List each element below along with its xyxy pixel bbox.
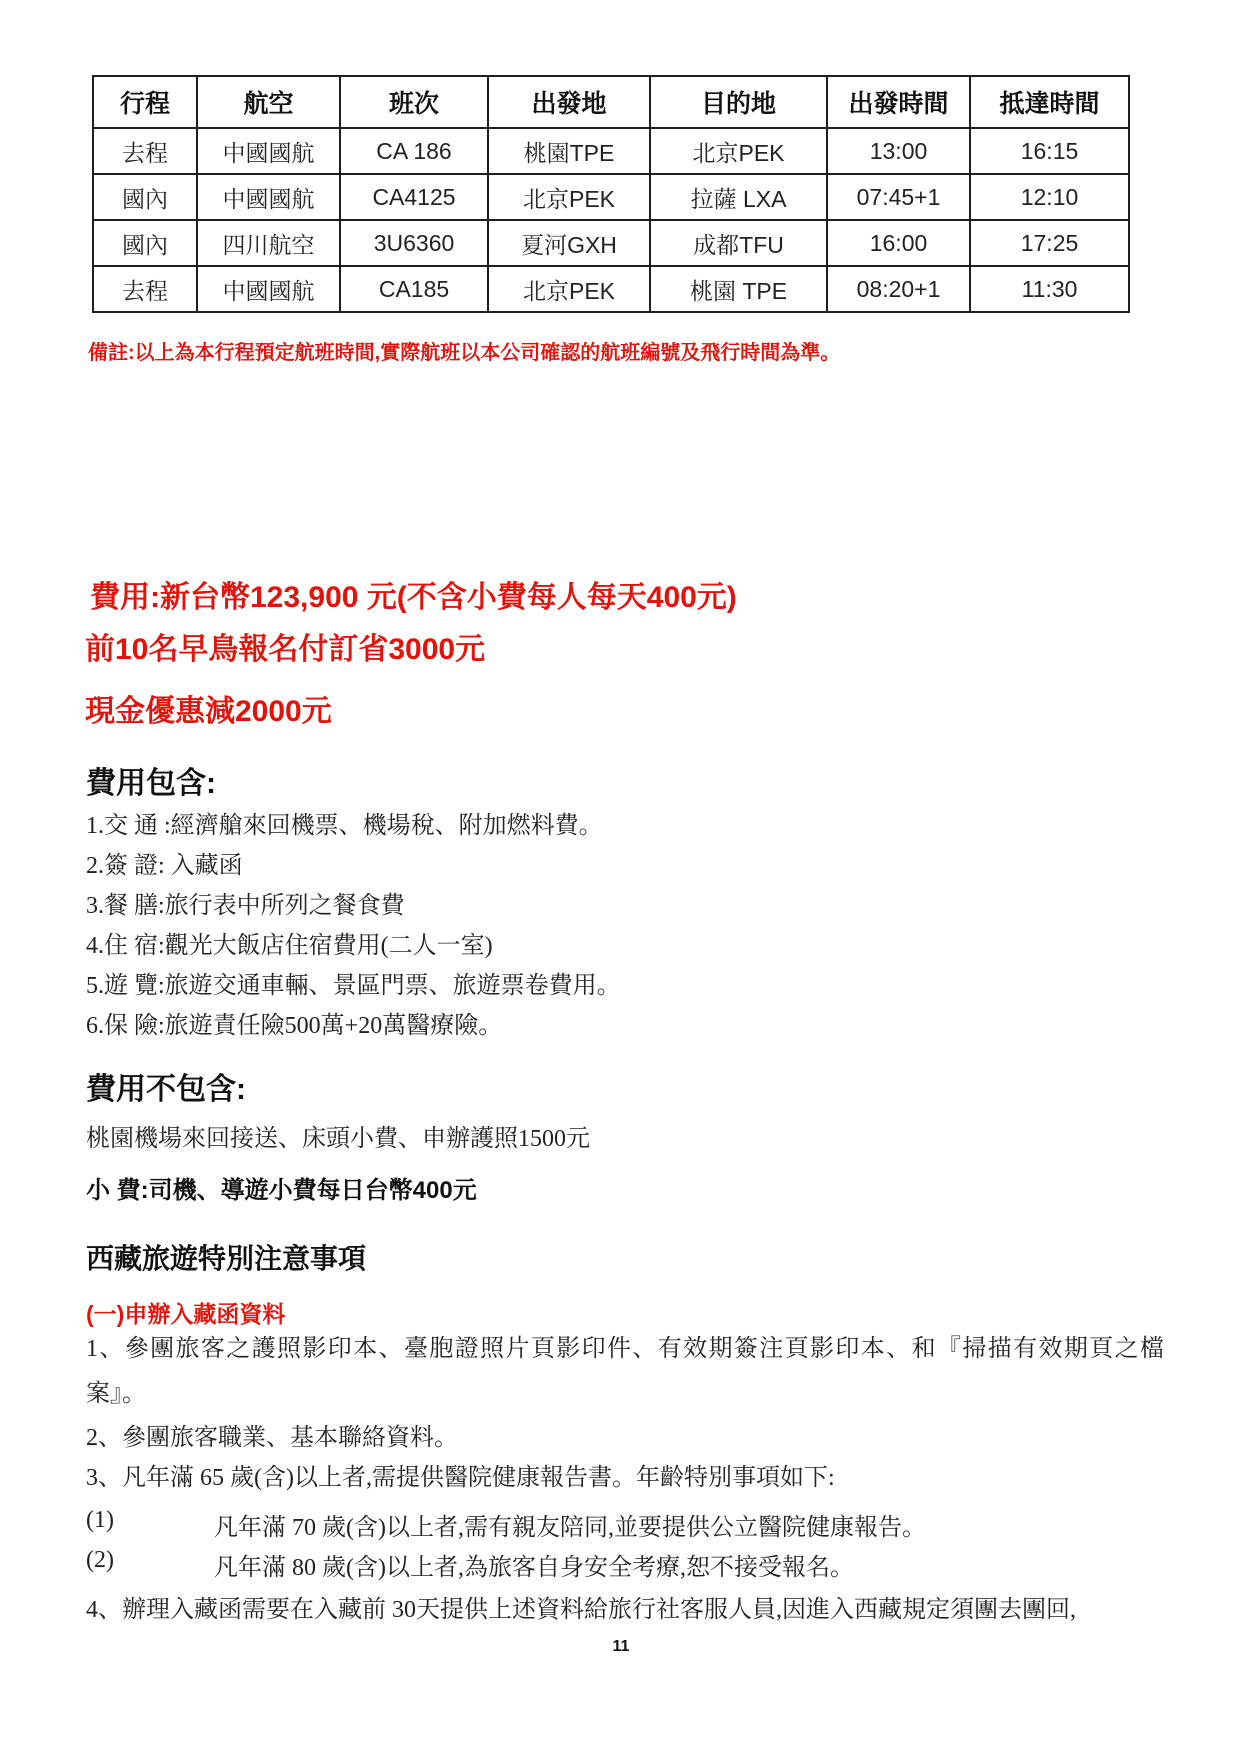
price-line-earlybird: 前10名早鳥報名付訂省3000元 — [85, 633, 486, 666]
table-cell: 11:30 — [970, 266, 1129, 312]
table-cell: 四川航空 — [197, 220, 340, 266]
table-cell: 中國國航 — [197, 128, 340, 174]
excluded-fees-heading: 費用不包含: — [86, 1073, 246, 1106]
table-cell: 16:15 — [970, 128, 1129, 174]
tibet-note-item-2: 2、參團旅客職業、基本聯絡資料。 — [86, 1425, 458, 1451]
price-line-cash-discount: 現金優惠減2000元 — [85, 695, 332, 728]
table-cell: 12:10 — [970, 174, 1129, 220]
table-row — [93, 220, 1129, 266]
table-header-cell: 目的地 — [650, 76, 827, 128]
page-number: 11 — [612, 1638, 630, 1655]
table-cell: CA 186 — [340, 128, 488, 174]
tibet-note-item-3: 3、凡年滿 65 歲(含)以上者,需提供醫院健康報告書。年齡特別事項如下: — [86, 1465, 835, 1491]
table-cell: CA185 — [340, 266, 488, 312]
table-cell: 夏河GXH — [488, 220, 650, 266]
flight-table — [92, 75, 1130, 313]
table-cell: 3U6360 — [340, 220, 488, 266]
table-cell: 成都TFU — [650, 220, 827, 266]
table-cell: 中國國航 — [197, 174, 340, 220]
table-cell: 16:00 — [827, 220, 970, 266]
table-cell: 北京PEK — [650, 128, 827, 174]
price-line-total: 費用:新台幣123,900 元(不含小費每人每天400元) — [90, 581, 737, 614]
table-cell: 08:20+1 — [827, 266, 970, 312]
table-header-row — [93, 76, 1129, 128]
subitem-label: (2) — [86, 1547, 114, 1573]
table-cell: 北京PEK — [488, 174, 650, 220]
included-item-meals: 3.餐 膳:旅行表中所列之餐食費 — [86, 893, 405, 919]
table-cell: 北京PEK — [488, 266, 650, 312]
table-cell: 國內 — [93, 174, 197, 220]
table-cell: 中國國航 — [197, 266, 340, 312]
subitem-text: 凡年滿 80 歲(含)以上者,為旅客自身安全考療,恕不接受報名。 — [214, 1555, 854, 1581]
table-cell: 去程 — [93, 128, 197, 174]
included-item-lodging: 4.住 宿:觀光大飯店住宿費用(二人一室) — [86, 933, 493, 959]
table-cell: 17:25 — [970, 220, 1129, 266]
included-fees-heading: 費用包含: — [86, 767, 216, 800]
included-item-visa: 2.簽 證: 入藏函 — [86, 853, 243, 879]
table-cell: 桃園 TPE — [650, 266, 827, 312]
table-row — [93, 174, 1129, 220]
tibet-permit-subheading: (一)申辦入藏函資料 — [86, 1301, 286, 1327]
tibet-note-subitem-2 — [86, 1547, 1164, 1582]
table-cell: 13:00 — [827, 128, 970, 174]
table-cell: 桃園TPE — [488, 128, 650, 174]
included-item-insurance: 6.保 險:旅遊責任險500萬+20萬醫療險。 — [86, 1013, 503, 1039]
table-header-cell: 班次 — [340, 76, 488, 128]
table-cell: CA4125 — [340, 174, 488, 220]
tibet-note-subitem-1 — [86, 1507, 1164, 1542]
table-cell: 去程 — [93, 266, 197, 312]
table-row — [93, 266, 1129, 312]
table-cell: 國內 — [93, 220, 197, 266]
table-header-cell: 出發地 — [488, 76, 650, 128]
excluded-fees-body: 桃園機場來回接送、床頭小費、申辦護照1500元 — [86, 1126, 590, 1152]
tibet-note-item-1: 1、參團旅客之護照影印本、臺胞證照片頁影印件、有效期簽注頁影印本、和『掃描有效期頁之檔案』。 — [86, 1336, 1164, 1407]
table-header-cell: 行程 — [93, 76, 197, 128]
tibet-note-item-4: 4、辦理入藏函需要在入藏前 30天提供上述資料給旅行社客服人員,因進入西藏規定須團去團回, — [86, 1597, 1076, 1623]
flight-schedule-note: 備註:以上為本行程預定航班時間,實際航班以本公司確認的航班編號及飛行時間為準。 — [88, 342, 841, 364]
included-item-transport: 1.交 通 :經濟艙來回機票、機場稅、附加燃料費。 — [86, 813, 603, 839]
table-header-cell: 出發時間 — [827, 76, 970, 128]
tibet-notes-heading: 西藏旅遊特別注意事項 — [86, 1243, 367, 1274]
included-item-touring: 5.遊 覽:旅遊交通車輛、景區門票、旅遊票卷費用。 — [86, 973, 621, 999]
table-header-cell: 抵達時間 — [970, 76, 1129, 128]
included-fees-list — [86, 806, 1176, 1046]
subitem-label: (1) — [86, 1507, 114, 1533]
tips-line: 小 費:司機、導遊小費每日台幣400元 — [86, 1177, 477, 1204]
table-cell: 07:45+1 — [827, 174, 970, 220]
table-cell: 拉薩 LXA — [650, 174, 827, 220]
subitem-text: 凡年滿 70 歲(含)以上者,需有親友陪同,並要提供公立醫院健康報告。 — [214, 1515, 926, 1541]
table-row — [93, 128, 1129, 174]
table-header-cell: 航空 — [197, 76, 340, 128]
